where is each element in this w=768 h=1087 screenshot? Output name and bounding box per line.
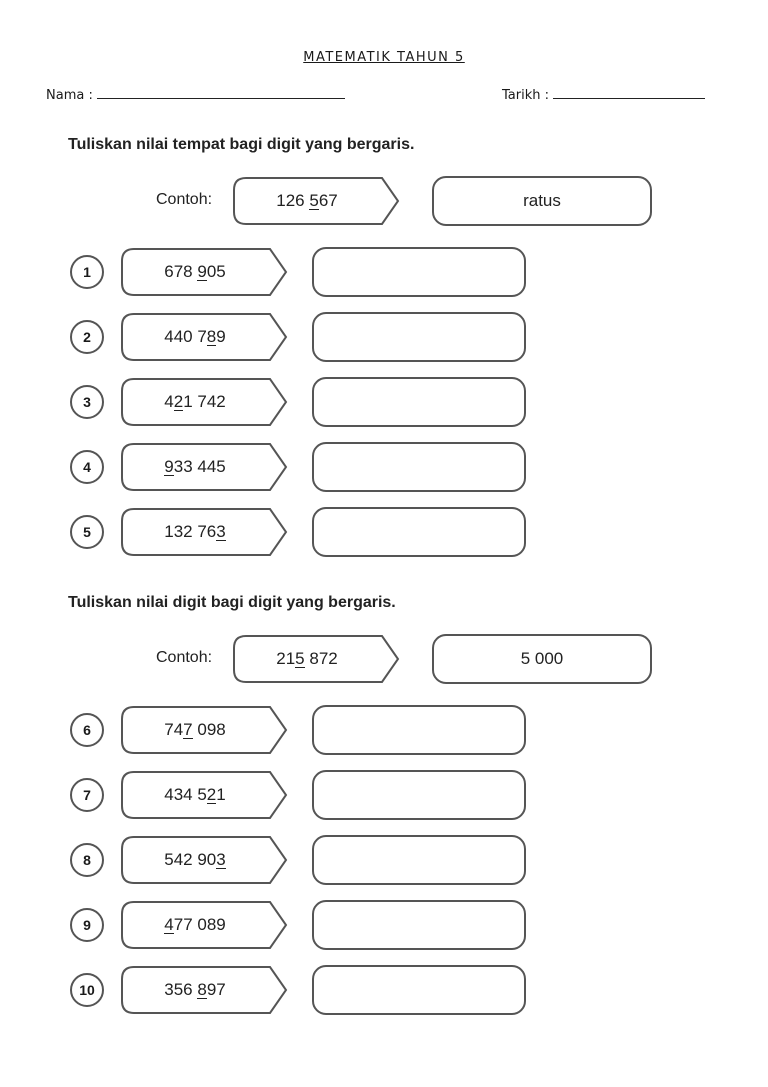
number-part: 97 — [206, 980, 226, 999]
underlined-digit: 3 — [216, 522, 226, 541]
question-number-box — [120, 770, 290, 820]
underlined-digit: 5 — [309, 191, 319, 210]
section2-example-number-box — [232, 634, 402, 684]
number-part: 098 — [192, 720, 226, 739]
underlined-digit: 5 — [295, 649, 305, 668]
number-part: 05 — [206, 262, 226, 281]
date-blank[interactable] — [553, 86, 705, 99]
underlined-digit: 8 — [197, 980, 207, 999]
question-number-badge: 7 — [70, 778, 104, 812]
section1-example-label: Contoh: — [156, 191, 213, 208]
number-part: 872 — [304, 649, 338, 668]
underlined-digit: 4 — [164, 915, 174, 934]
question-number-badge: 4 — [70, 450, 104, 484]
section1-example-number-box-number — [232, 176, 382, 226]
number-part: 678 — [164, 262, 198, 281]
question-number-badge: 8 — [70, 843, 104, 877]
answer-box[interactable] — [312, 705, 526, 755]
date-field[interactable] — [502, 86, 705, 103]
question-number-box — [120, 965, 290, 1015]
underlined-digit: 9 — [197, 262, 207, 281]
name-blank[interactable] — [97, 86, 345, 99]
question-number-box — [120, 900, 290, 950]
number-part: 434 5 — [164, 785, 207, 804]
number-part: 1 742 — [183, 392, 226, 411]
question-number-badge: 2 — [70, 320, 104, 354]
section1-instruction: Tuliskan nilai tempat bagi digit yang bergaris. — [68, 136, 415, 153]
number-part: 440 7 — [164, 327, 207, 346]
question-number-box-number — [120, 770, 270, 820]
question-number-badge: 1 — [70, 255, 104, 289]
question-number-box-number — [120, 965, 270, 1015]
number-part: 33 445 — [173, 457, 226, 476]
number-part: 74 — [164, 720, 184, 739]
answer-box[interactable] — [312, 507, 526, 557]
question-number-box — [120, 705, 290, 755]
section2-instruction: Tuliskan nilai digit bagi digit yang bergaris. — [68, 594, 396, 611]
name-field[interactable] — [46, 86, 345, 103]
underlined-digit: 2 — [173, 392, 184, 411]
answer-box[interactable] — [312, 835, 526, 885]
question-number-box — [120, 312, 290, 362]
section2-example-label: Contoh: — [156, 649, 213, 666]
underlined-digit: 9 — [164, 457, 174, 476]
name-label: Nama : — [46, 88, 93, 103]
question-number-box — [120, 835, 290, 885]
question-number-badge: 10 — [70, 973, 104, 1007]
question-number-badge: 5 — [70, 515, 104, 549]
number-part: 67 — [318, 191, 338, 210]
question-number-box-number — [120, 442, 270, 492]
section2-example-number-box-number — [232, 634, 382, 684]
underlined-digit: 7 — [183, 720, 193, 739]
number-part: 9 — [216, 327, 226, 346]
question-number-box — [120, 377, 290, 427]
question-number-box-number — [120, 247, 270, 297]
page-title: MATEMATIK TAHUN 5 — [303, 50, 465, 65]
underlined-digit: 2 — [206, 785, 217, 804]
number-part: 356 — [164, 980, 198, 999]
number-part: 4 — [164, 392, 174, 411]
question-number-box-number — [120, 900, 270, 950]
answer-box[interactable] — [312, 770, 526, 820]
answer-box[interactable] — [312, 900, 526, 950]
number-part: 132 76 — [164, 522, 217, 541]
answer-box[interactable] — [312, 247, 526, 297]
number-part: 126 — [276, 191, 310, 210]
question-number-box — [120, 507, 290, 557]
number-part: 21 — [276, 649, 296, 668]
question-number-badge: 3 — [70, 385, 104, 419]
number-part: 1 — [216, 785, 226, 804]
question-number-box-number — [120, 835, 270, 885]
question-number-box-number — [120, 507, 270, 557]
question-number-badge: 9 — [70, 908, 104, 942]
section1-example-number-box — [232, 176, 402, 226]
section2-example-answer: 5 000 — [432, 634, 652, 684]
question-number-badge: 6 — [70, 713, 104, 747]
date-label: Tarikh : — [502, 88, 549, 103]
number-part: 542 90 — [164, 850, 217, 869]
answer-box[interactable] — [312, 377, 526, 427]
question-number-box-number — [120, 312, 270, 362]
answer-box[interactable] — [312, 312, 526, 362]
question-number-box — [120, 247, 290, 297]
question-number-box — [120, 442, 290, 492]
answer-box[interactable] — [312, 965, 526, 1015]
section1-example-answer: ratus — [432, 176, 652, 226]
underlined-digit: 3 — [216, 850, 226, 869]
answer-box[interactable] — [312, 442, 526, 492]
question-number-box-number — [120, 705, 270, 755]
underlined-digit: 8 — [206, 327, 217, 346]
number-part: 77 089 — [173, 915, 226, 934]
question-number-box-number — [120, 377, 270, 427]
